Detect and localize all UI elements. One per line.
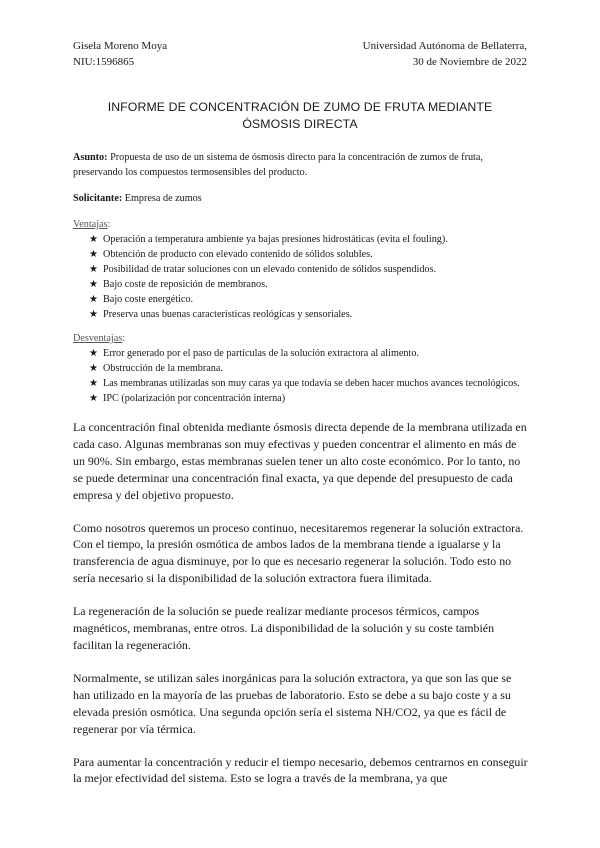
university-name: Universidad Autónoma de Bellaterra, bbox=[362, 40, 527, 52]
desventajas-heading bbox=[73, 331, 531, 346]
paragraph-3: La regeneración de la solución se puede realizar mediante procesos térmicos, campos magnéticos, membranas, entre otros. La disponibilidad de la solución y su coste también facilitan la regeneración. bbox=[73, 604, 495, 652]
ventaja-item bbox=[91, 292, 531, 307]
report-body bbox=[73, 150, 531, 787]
desventajas-heading-suffix: : bbox=[122, 333, 126, 344]
desventaja-item bbox=[91, 391, 531, 406]
ventaja-item bbox=[91, 262, 531, 277]
desventaja-item bbox=[91, 361, 531, 376]
desventaja-item-text: Obstrucción de la membrana. bbox=[103, 363, 223, 374]
header-right bbox=[363, 38, 527, 70]
ventaja-item-text: Preserva unas buenas características reológicas y sensoriales. bbox=[103, 309, 353, 320]
asunto-text: Propuesta de uso de un sistema de ósmosis directo para la concentración de zumos de fruta, preservando los compuestos termosensibles del producto. bbox=[73, 152, 483, 178]
header-left bbox=[73, 38, 167, 70]
star-bullet-icon: ★ bbox=[89, 234, 98, 245]
desventajas-list bbox=[73, 346, 531, 406]
asunto-label: Asunto: bbox=[73, 152, 108, 163]
paragraph-1: La concentración final obtenida mediante ósmosis directa depende de la membrana utilizada en cada caso. Algunas membranas son muy efectivas y pueden concentrar el alimento en más de un 90%. Sin embargo, estas membranas suelen tener un alto coste económico. Por lo tanto, no se puede determinar una concentración final exacta, ya que depende del presupuesto de cada empresa y del objetivo propuesto. bbox=[73, 420, 527, 502]
desventaja-item-text: IPC (polarización por concentración interna) bbox=[103, 393, 286, 404]
ventajas-heading bbox=[73, 217, 531, 232]
star-bullet-icon: ★ bbox=[89, 348, 98, 359]
report-title bbox=[60, 99, 540, 133]
solicitante-label: Solicitante: bbox=[73, 193, 123, 204]
author-name: Gisela Moreno Moya bbox=[73, 40, 168, 52]
solicitante-text: Empresa de zumos bbox=[122, 193, 202, 204]
desventaja-item-text: Las membranas utilizadas son muy caras ya que todavía se deben hacer muchos avances tecnológicos. bbox=[103, 378, 520, 389]
title-line-1: INFORME DE CONCENTRACIÓN DE ZUMO DE FRUTA MEDIANTE bbox=[107, 100, 493, 114]
ventaja-item-text: Operación a temperatura ambiente ya bajas presiones hidrostáticas (evita el fouling). bbox=[103, 234, 448, 245]
ventajas-heading-suffix: : bbox=[107, 219, 111, 230]
asunto-line bbox=[73, 150, 531, 180]
report-date: 30 de Noviembre de 2022 bbox=[412, 56, 527, 68]
ventaja-item bbox=[91, 247, 531, 262]
star-bullet-icon: ★ bbox=[89, 294, 98, 305]
desventajas-heading-text: Desventajas bbox=[73, 333, 123, 344]
student-niu: NIU:1596865 bbox=[73, 56, 135, 68]
ventajas-heading-text: Ventajas bbox=[73, 219, 108, 230]
star-bullet-icon: ★ bbox=[89, 363, 98, 374]
ventaja-item bbox=[91, 232, 531, 247]
ventaja-item bbox=[91, 307, 531, 322]
ventaja-item-text: Posibilidad de tratar soluciones con un elevado contenido de sólidos suspendidos. bbox=[103, 264, 437, 275]
title-line-2: ÓSMOSIS DIRECTA bbox=[242, 117, 358, 131]
desventaja-item bbox=[91, 346, 531, 361]
paragraph-4: Normalmente, se utilizan sales inorgánicas para la solución extractora, ya que son las que se han utilizado en la mayoría de las pruebas de laboratorio. Esto se debe a su bajo coste y a su elevada presión osmótica. Una segunda opción sería el sistema NH/CO2, ya que es fácil de regenerar por vía térmica. bbox=[73, 670, 512, 736]
star-bullet-icon: ★ bbox=[89, 279, 98, 290]
star-bullet-icon: ★ bbox=[89, 393, 98, 404]
paragraph-5: Para aumentar la concentración y reducir el tiempo necesario, debemos centrarnos en conseguir la mejor efectividad del sistema. Esto se logra a través de la membrana, ya que bbox=[73, 754, 528, 786]
star-bullet-icon: ★ bbox=[89, 249, 98, 260]
star-bullet-icon: ★ bbox=[89, 378, 98, 389]
desventaja-item-text: Error generado por el paso de partículas de la solución extractora al alimento. bbox=[103, 348, 419, 359]
ventaja-item-text: Bajo coste de reposición de membranos. bbox=[103, 279, 268, 290]
star-bullet-icon: ★ bbox=[89, 309, 98, 320]
ventaja-item bbox=[91, 277, 531, 292]
ventaja-item-text: Bajo coste energético. bbox=[103, 294, 194, 305]
paragraph-2: Como nosotros queremos un proceso continuo, necesitaremos regenerar la solución extractora. Con el tiempo, la presión osmótica de ambos lados de la membrana tiende a igualarse y la transferencia de agua disminuye, por lo que es necesario regenerar la solución. Todo esto no sería necesario si la disponibilidad de la solución extractora fuera ilimitada. bbox=[73, 520, 524, 586]
star-bullet-icon: ★ bbox=[89, 264, 98, 275]
ventaja-item-text: Obtención de producto con elevado contenido de sólidos solubles. bbox=[103, 249, 373, 260]
ventajas-list bbox=[73, 232, 531, 322]
desventaja-item bbox=[91, 376, 531, 391]
solicitante-line bbox=[73, 191, 531, 206]
